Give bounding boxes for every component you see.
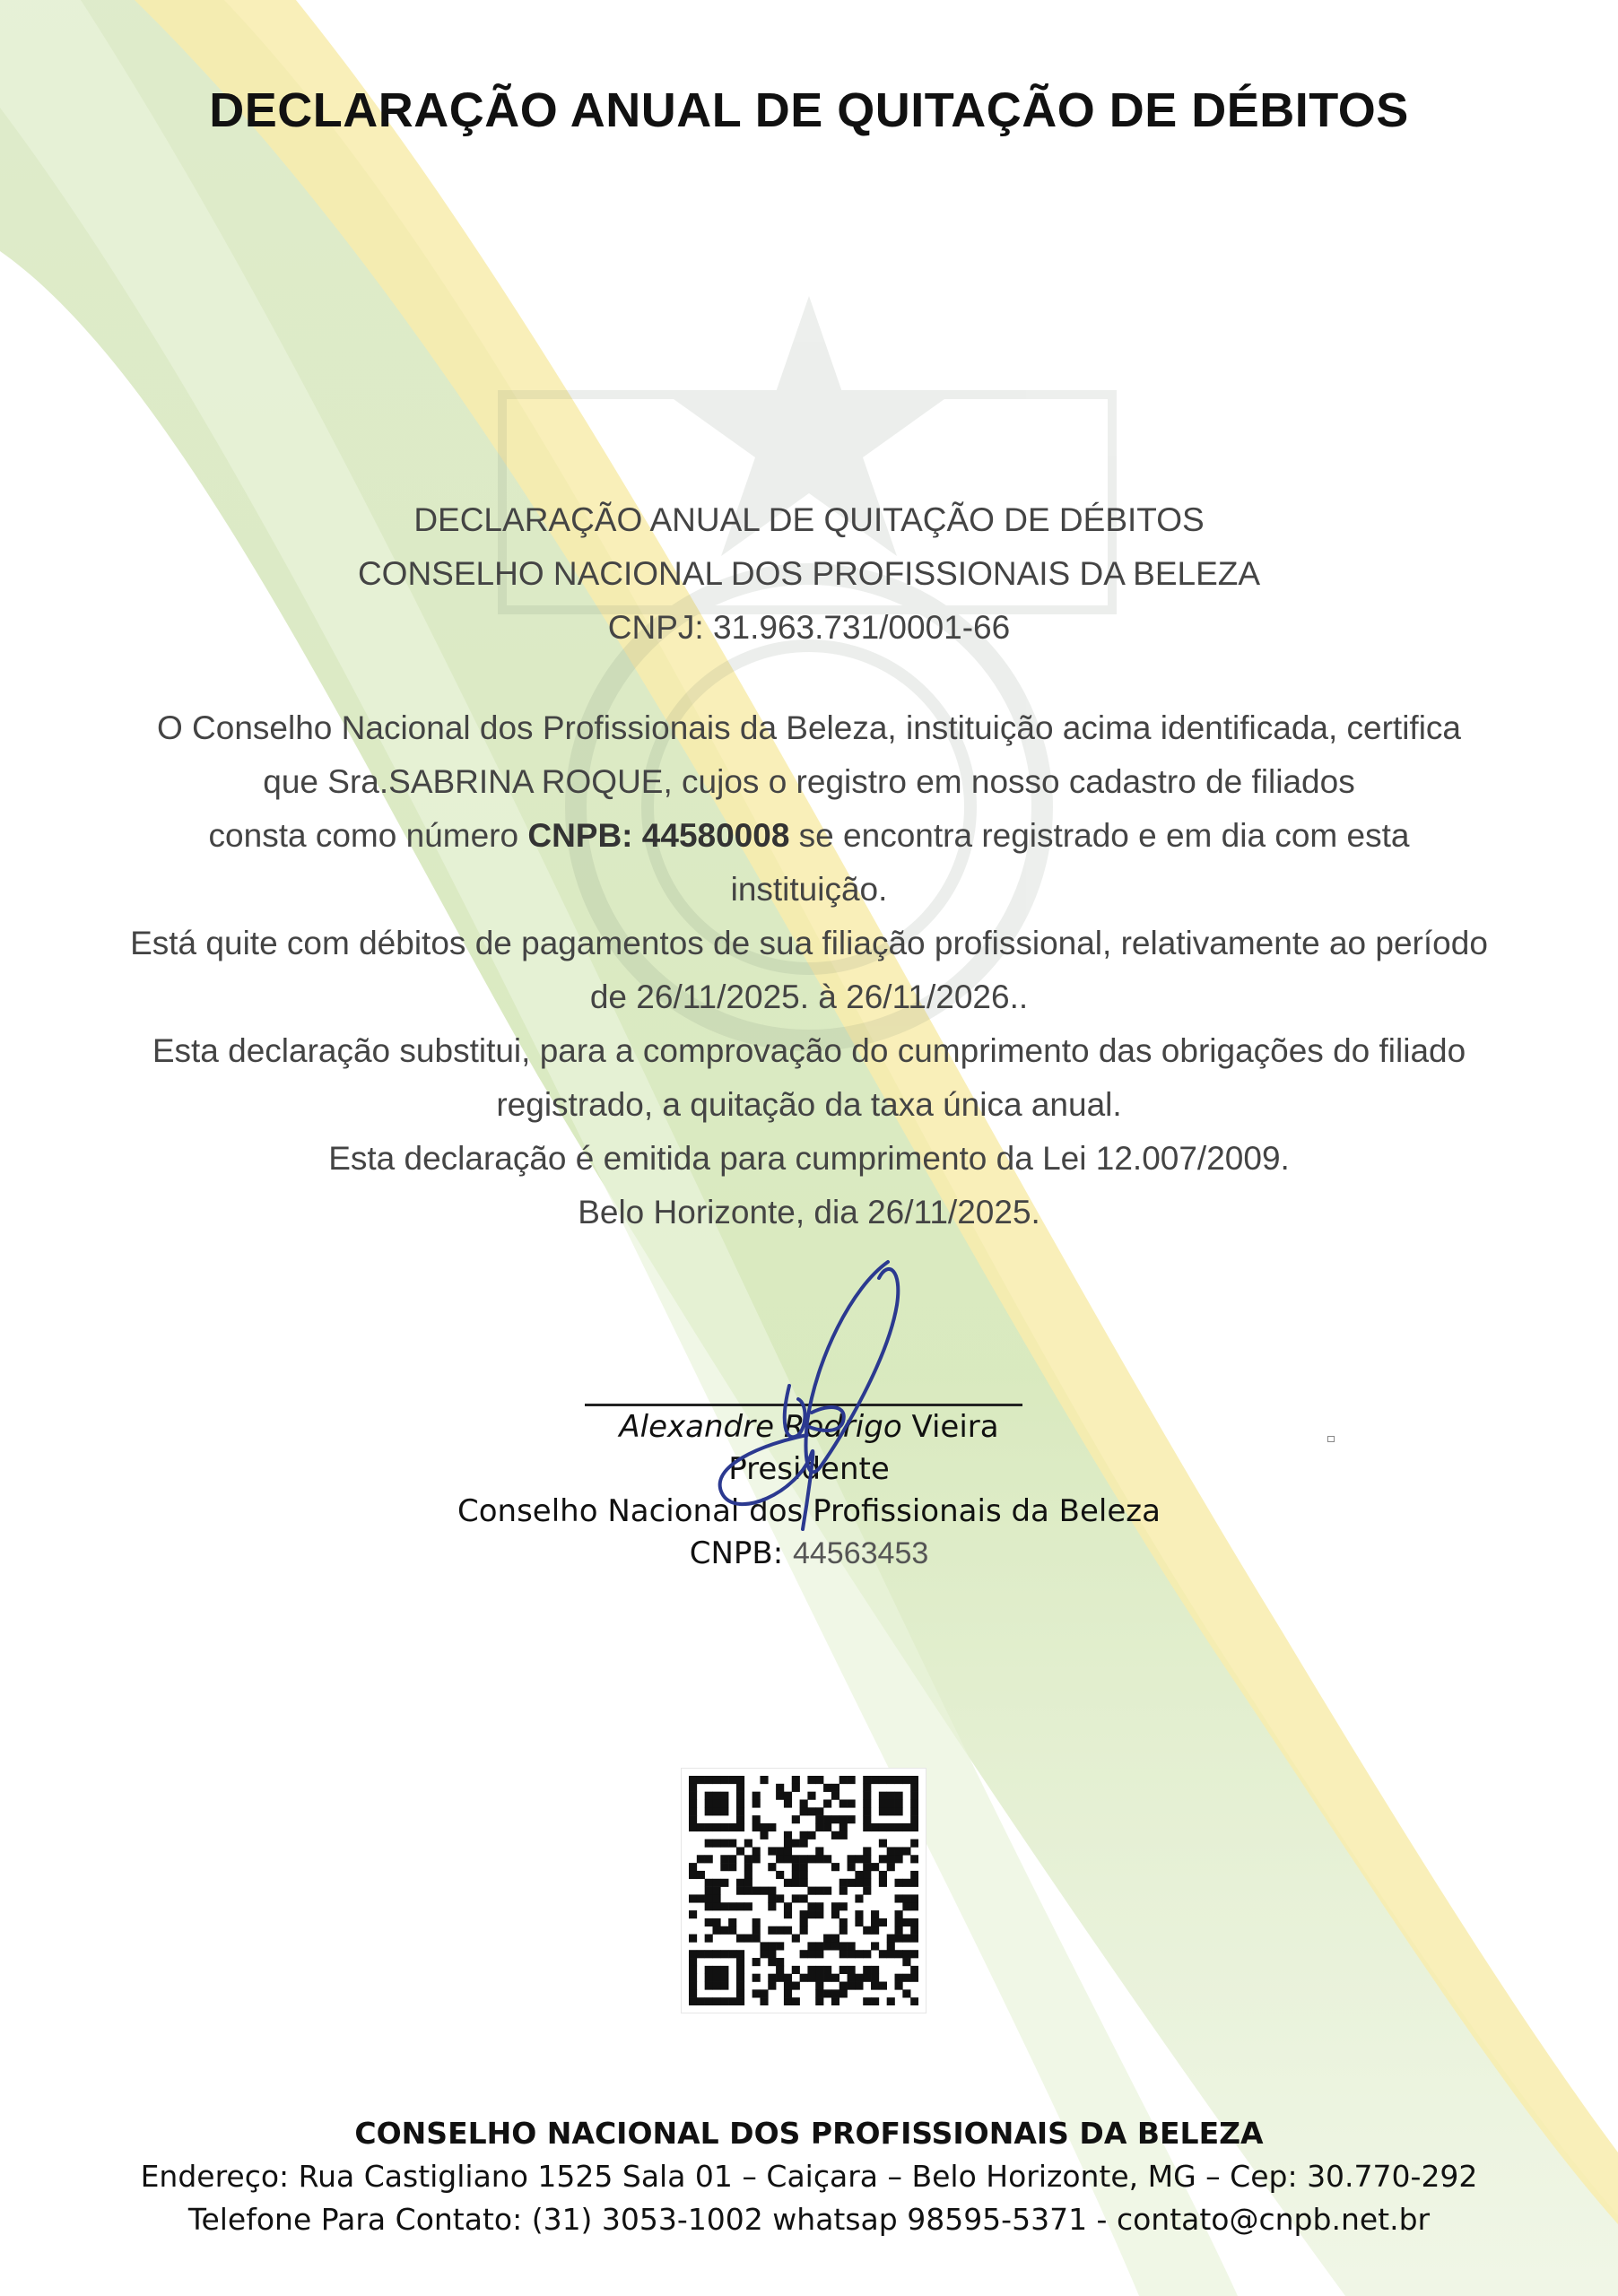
- signatory-organization: Conselho Nacional dos Profissionais da Beleza: [457, 1493, 1161, 1529]
- header-line-title: DECLARAÇÃO ANUAL DE QUITAÇÃO DE DÉBITOS: [413, 501, 1205, 538]
- signatory-name-italic: Alexandre Rodrigo: [619, 1409, 902, 1445]
- cert-line-2: que Sra.SABRINA ROQUE, cujos o registro em nosso cadastro de filiados: [263, 763, 1355, 800]
- qr-code-pattern: [689, 1776, 918, 2005]
- signatory-name-plain: Vieira: [901, 1409, 999, 1445]
- header-line-organization: CONSELHO NACIONAL DOS PROFISSIONAIS DA BELEZA: [357, 555, 1261, 592]
- period-paragraph: [90, 917, 1528, 1024]
- substitution-paragraph: [90, 1024, 1528, 1132]
- footer-organization: CONSELHO NACIONAL DOS PROFISSIONAIS DA BELEZA: [354, 2116, 1264, 2151]
- qr-code[interactable]: [682, 1769, 926, 2013]
- substitution-line-2: registrado, a quitação da taxa única anual.: [496, 1086, 1122, 1123]
- cnpb-registration-number: CNPB: 44580008: [527, 817, 790, 854]
- place-date: Belo Horizonte, dia 26/11/2025.: [578, 1194, 1040, 1231]
- declaration-header: [0, 493, 1618, 655]
- handwritten-signature: [673, 1251, 960, 1538]
- certification-paragraph: [90, 701, 1528, 917]
- page-footer: [0, 2112, 1618, 2241]
- signatory-cnpb: [0, 1533, 1618, 1575]
- cert-line-3-suffix: se encontra registrado e em dia com esta: [789, 817, 1410, 854]
- signatory-cnpb-label: CNPB:: [689, 1535, 793, 1571]
- signatory-cnpb-number: 44563453: [792, 1536, 929, 1570]
- footer-address: Endereço: Rua Castigliano 1525 Sala 01 – Caiçara – Belo Horizonte, MG – Cep: 30.770-292: [140, 2159, 1478, 2194]
- cert-line-4: instituição.: [730, 871, 888, 908]
- header-line-cnpj: CNPJ: 31.963.731/0001-66: [607, 609, 1011, 646]
- small-mark: [1327, 1436, 1335, 1442]
- law-line: Esta declaração é emitida para cumprimento da Lei 12.007/2009.: [328, 1140, 1290, 1177]
- substitution-line-1: Esta declaração substitui, para a comprovação do cumprimento das obrigações do filiado: [152, 1032, 1466, 1069]
- signatory-role: Presidente: [728, 1451, 890, 1487]
- page-title: DECLARAÇÃO ANUAL DE QUITAÇÃO DE DÉBITOS: [209, 83, 1409, 137]
- period-line-2: de 26/11/2025. à 26/11/2026..: [589, 978, 1029, 1015]
- footer-contact: Telefone Para Contato: (31) 3053-1002 whatsap 98595-5371 - contato@cnpb.net.br: [187, 2202, 1431, 2237]
- declaration-body: [90, 701, 1528, 1239]
- cert-line-1: O Conselho Nacional dos Profissionais da Beleza, instituição acima identificada, certifica: [156, 709, 1462, 746]
- cert-line-3-prefix: consta como número: [208, 817, 528, 854]
- period-line-1: Está quite com débitos de pagamentos de sua filiação profissional, relativamente ao período: [130, 925, 1488, 961]
